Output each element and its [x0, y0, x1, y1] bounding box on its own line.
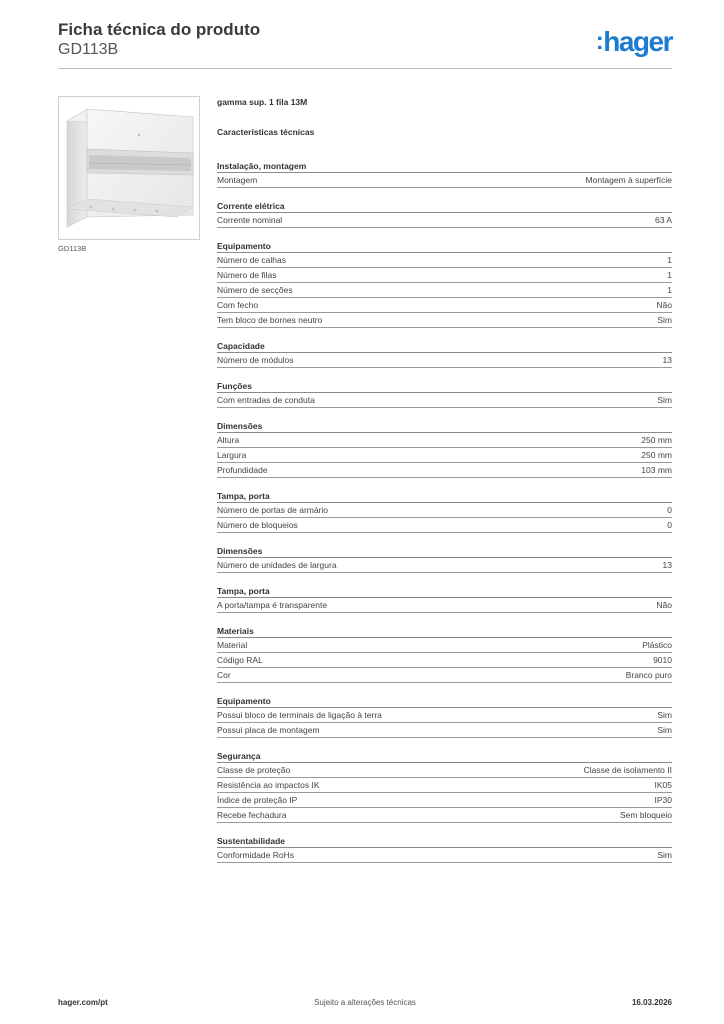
spec-value: 13	[662, 355, 672, 365]
spec-section	[217, 192, 672, 228]
spec-section	[217, 232, 672, 328]
spec-row	[217, 268, 672, 283]
spec-label: Profundidade	[217, 465, 268, 475]
spec-section	[217, 537, 672, 573]
spec-label: Material	[217, 640, 248, 650]
spec-row	[217, 393, 672, 408]
section-title: Dimensões	[217, 412, 672, 433]
spec-row	[217, 173, 672, 188]
spec-value: 63 A	[654, 215, 672, 225]
spec-value: Branco puro	[625, 670, 672, 680]
spec-value: Não	[656, 300, 672, 310]
spec-value: Sem bloqueio	[620, 810, 672, 820]
spec-row	[217, 298, 672, 313]
distribution-box-illustration	[59, 97, 199, 239]
spec-section	[217, 617, 672, 683]
section-title: Equipamento	[217, 687, 672, 708]
spec-value: Não	[656, 600, 672, 610]
spec-value: 9010	[653, 655, 672, 665]
spec-row	[217, 763, 672, 778]
spec-label: Número de calhas	[217, 255, 286, 265]
spec-value: IP30	[654, 795, 672, 805]
section-title: Funções	[217, 372, 672, 393]
logo-dots: :	[595, 28, 603, 55]
spec-value: Plástico	[642, 640, 672, 650]
spec-label: Número de bloqueios	[217, 520, 298, 530]
spec-row	[217, 848, 672, 863]
spec-label: Com entradas de conduta	[217, 395, 315, 405]
spec-section	[217, 482, 672, 533]
spec-label: Largura	[217, 450, 247, 460]
spec-label: Altura	[217, 435, 240, 445]
section-title: Capacidade	[217, 332, 672, 353]
spec-value: Sim	[657, 315, 672, 325]
spec-value: 103 mm	[641, 465, 672, 475]
image-caption: GD113B	[58, 244, 87, 253]
spec-row	[217, 653, 672, 668]
spec-section	[217, 332, 672, 368]
spec-label: Número de secções	[217, 285, 293, 295]
hager-logo	[596, 26, 672, 58]
product-image	[58, 96, 200, 240]
spec-value: 250 mm	[641, 450, 672, 460]
spec-value: 0	[667, 520, 672, 530]
spec-row	[217, 638, 672, 653]
spec-row	[217, 283, 672, 298]
spec-label: A porta/tampa é transparente	[217, 600, 328, 610]
spec-label: Tem bloco de bornes neutro	[217, 315, 323, 325]
page-header	[58, 20, 672, 68]
spec-label: Código RAL	[217, 655, 263, 665]
spec-content	[217, 97, 672, 867]
page-title: Ficha técnica do produto	[58, 20, 261, 39]
spec-label: Corrente nominal	[217, 215, 283, 225]
spec-row	[217, 313, 672, 328]
spec-section	[217, 742, 672, 823]
spec-label: Conformidade RoHs	[217, 850, 295, 860]
spec-value: Sim	[657, 710, 672, 720]
spec-row	[217, 778, 672, 793]
spec-label: Número de filas	[217, 270, 277, 280]
spec-section	[217, 577, 672, 613]
spec-value: Sim	[657, 850, 672, 860]
spec-label: Possui placa de montagem	[217, 725, 320, 735]
spec-row	[217, 253, 672, 268]
section-title: Tampa, porta	[217, 577, 672, 598]
spec-row	[217, 518, 672, 533]
spec-label: Classe de proteção	[217, 765, 291, 775]
spec-section	[217, 412, 672, 478]
spec-value: Montagem à superfície	[585, 175, 672, 185]
spec-label: Recebe fechadura	[217, 810, 287, 820]
spec-label: Índice de proteção IP	[217, 795, 298, 805]
spec-label: Número de unidades de largura	[217, 560, 337, 570]
spec-row	[217, 723, 672, 738]
spec-section	[217, 372, 672, 408]
section-title: Segurança	[217, 742, 672, 763]
characteristics-heading: Características técnicas	[217, 127, 315, 137]
spec-value: IK05	[654, 780, 672, 790]
section-title: Instalação, montagem	[217, 152, 672, 173]
spec-row	[217, 708, 672, 723]
spec-row	[217, 448, 672, 463]
section-title: Sustentabilidade	[217, 827, 672, 848]
spec-label: Número de módulos	[217, 355, 294, 365]
spec-value: Classe de isolamento II	[583, 765, 672, 775]
spec-row	[217, 503, 672, 518]
product-code: GD113B	[58, 41, 119, 58]
spec-row	[217, 463, 672, 478]
section-title: Materiais	[217, 617, 672, 638]
spec-label: Montagem	[217, 175, 258, 185]
spec-section	[217, 687, 672, 738]
spec-value: 250 mm	[641, 435, 672, 445]
section-title: Equipamento	[217, 232, 672, 253]
section-title: Dimensões	[217, 537, 672, 558]
footer-notice: Sujeito a alterações técnicas	[314, 998, 416, 1007]
spec-row	[217, 808, 672, 823]
spec-value: 0	[667, 505, 672, 515]
spec-label: Cor	[217, 670, 231, 680]
spec-value: Sim	[657, 725, 672, 735]
spec-section	[217, 152, 672, 188]
spec-row	[217, 433, 672, 448]
spec-sections	[217, 152, 672, 863]
product-name: gamma sup. 1 fila 13M	[217, 97, 308, 107]
section-title: Corrente elétrica	[217, 192, 672, 213]
spec-label: Número de portas de armário	[217, 505, 329, 515]
spec-value: 1	[667, 285, 672, 295]
spec-value: Sim	[657, 395, 672, 405]
spec-row	[217, 558, 672, 573]
spec-row	[217, 793, 672, 808]
spec-row	[217, 668, 672, 683]
spec-label: Possui bloco de terminais de ligação à terra	[217, 710, 382, 720]
spec-row	[217, 598, 672, 613]
spec-label: Com fecho	[217, 300, 259, 310]
logo-text: hager	[603, 26, 672, 57]
spec-value: 13	[662, 560, 672, 570]
spec-value: 1	[667, 255, 672, 265]
spec-section	[217, 827, 672, 863]
spec-label: Resistência ao impactos IK	[217, 780, 320, 790]
footer-date: 16.03.2026	[631, 998, 672, 1007]
header-divider	[58, 68, 672, 69]
spec-row	[217, 213, 672, 228]
spec-row	[217, 353, 672, 368]
footer-website: hager.com/pt	[58, 998, 108, 1007]
section-title: Tampa, porta	[217, 482, 672, 503]
spec-value: 1	[667, 270, 672, 280]
